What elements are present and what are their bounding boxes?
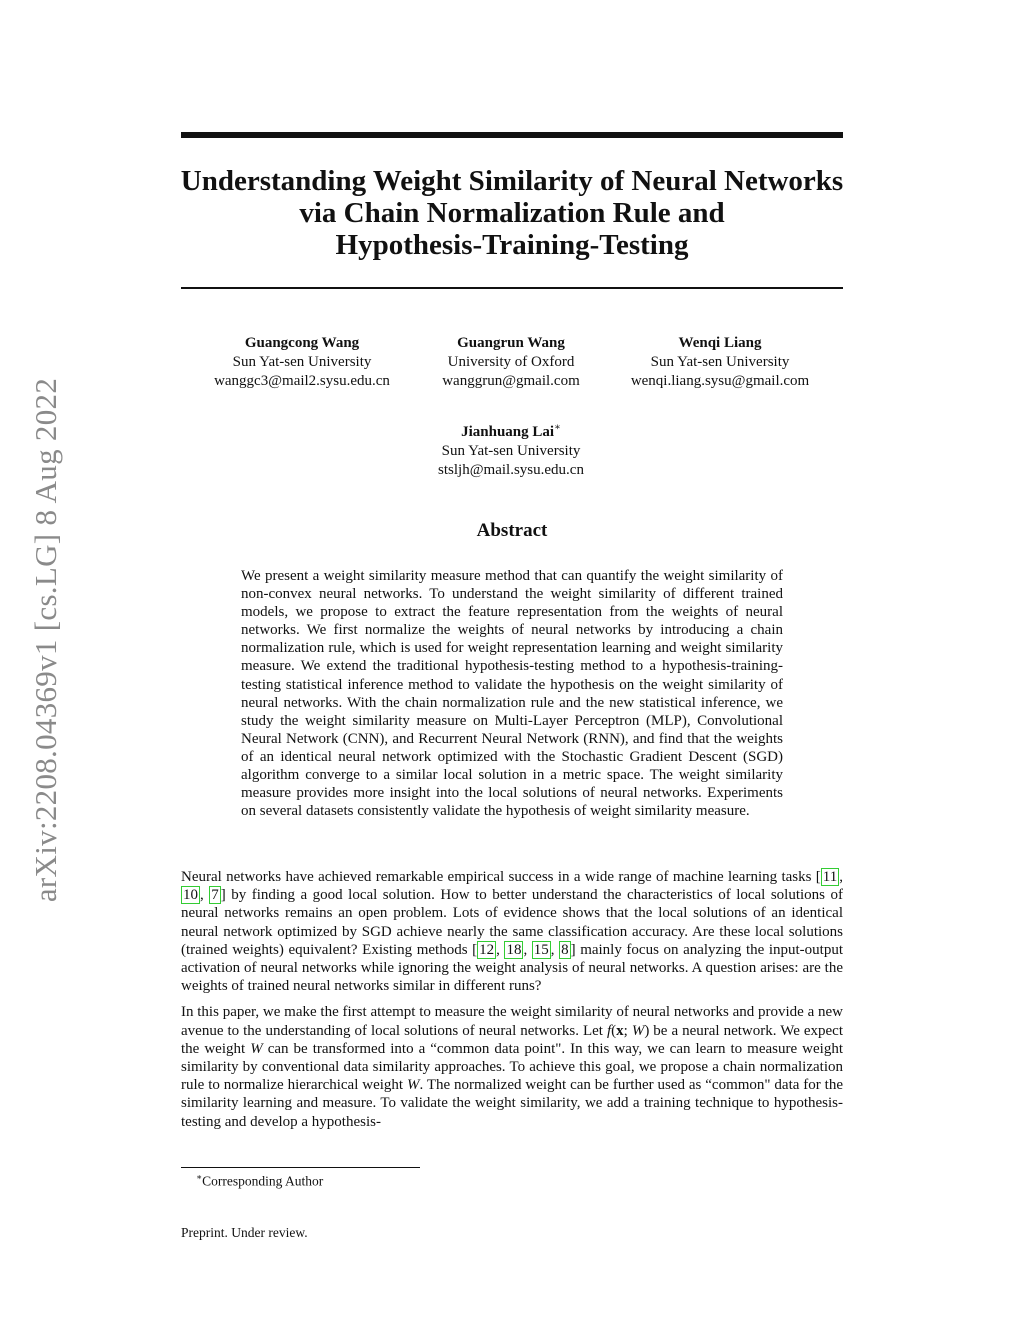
math-w: W bbox=[631, 1022, 645, 1039]
footnote-text: Corresponding Author bbox=[202, 1173, 324, 1189]
abstract-body: We present a weight similarity measure method that can quantify the weight similarity of non-convex neural networks. To understand the weight similarity of different trained models, we propose to extract the feature representation from the weights of neural networks. We first normalize the weights of neural networks by introducing a chain normalization rule, which is used for weight representation learning and weight similarity measure. We extend the traditional hypothesis-testing method to a hypothesis-training-testing statistical inference method to validate the hypothesis on the weight similarity of neural networks. With the chain normalization rule and the new statistical inference, we study the weight similarity measure on Multi-Layer Perceptron (MLP), Convolutional Neural Network (CNN), and Recurrent Neural Network (RNN), and find that the weights of an identical neural network optimized with the Stochastic Gradient Descent (SGD) algorithm converge to a similar local solution in a metric space. The weight similarity measure provides more insight into the local solutions of neural networks. Experiments on several datasets consistently validate the hypothesis of weight similarity measure. bbox=[241, 568, 783, 820]
text-run: be a neural network. We expect the weight bbox=[181, 1022, 843, 1057]
paper-title bbox=[150, 165, 874, 261]
author-affiliation: University of Oxford bbox=[447, 354, 575, 370]
math-f: f bbox=[606, 1022, 612, 1039]
math-symbol: ; bbox=[623, 1022, 628, 1039]
text-run: ] mainly focus on analyzing the input-output activation of neural networks while ignoring the weight analysis of neural networks. A question arises: are the weights of trained neural networks similar in different runs? bbox=[181, 941, 844, 995]
citation-link[interactable]: 12 bbox=[479, 941, 495, 958]
author-name: Guangrun Wang bbox=[457, 335, 565, 351]
author-affiliation: Sun Yat-sen University bbox=[650, 354, 790, 370]
citation-link[interactable]: 7 bbox=[211, 887, 219, 904]
math-symbol: ( bbox=[611, 1022, 617, 1039]
paragraph: Neural networks have achieved remarkable empirical success in a wide range of machine learning tasks [ 11 , 10 , 7 ] by finding a good local solution. How to better understand the characteristics of local solutions of neural networks remains an open problem. Lots of evidence shows that the local solutions of an identical neural network optimized by SGD achieve nearly the same classification accuracy. Are these local solutions (trained weights) equivalent? Existing methods [ 12 , 18 , 15 , 8 ] mainly focus on analyzing the input-output activation of neural networks while ignoring the weight analysis of neural networks. A question arises: are the weights of trained neural networks similar in different runs? bbox=[181, 869, 844, 995]
math-w: W bbox=[406, 1077, 420, 1094]
citation-link[interactable]: 18 bbox=[506, 941, 522, 958]
author-name: Guangcong Wang bbox=[244, 335, 360, 351]
footnote bbox=[196, 1172, 323, 1190]
footnote-rule bbox=[181, 1167, 420, 1168]
title-line: Understanding Weight Similarity of Neural Networks bbox=[180, 165, 844, 197]
author-affiliation: Sun Yat-sen University bbox=[232, 354, 372, 370]
title-line: Hypothesis-Training-Testing bbox=[335, 229, 689, 261]
author-email: wanggrun@gmail.com bbox=[442, 373, 580, 389]
paragraph bbox=[181, 1003, 843, 1130]
text-run: Neural networks have achieved remarkable empirical success in a wide range of machine learning tasks [ bbox=[181, 869, 821, 885]
preprint-note: Preprint. Under review. bbox=[181, 1225, 308, 1240]
author-email: wanggc3@mail2.sysu.edu.cn bbox=[214, 373, 390, 389]
math-x: x bbox=[616, 1022, 624, 1039]
author-email: wenqi.liang.sysu@gmail.com bbox=[630, 373, 810, 389]
author-name: Wenqi Liang bbox=[678, 335, 762, 351]
citation-link[interactable]: 8 bbox=[561, 941, 569, 958]
author-email: stsljh@mail.sysu.edu.cn bbox=[438, 462, 584, 478]
citation-link[interactable]: 15 bbox=[533, 941, 549, 958]
math-symbol: ) bbox=[644, 1022, 650, 1039]
citation-link[interactable]: 11 bbox=[822, 869, 838, 885]
text-run: In this paper, we make the first attempt to measure the weight similarity of neural networks and provide a new avenue to the understanding of local solutions of neural networks. Let bbox=[181, 1004, 843, 1039]
text-run: . The normalized weight can be further used as “common" data for the similarity learning and measure. To validate the weight similarity, we add a training technique to hypothesis-testing and develop a hypothesis- bbox=[181, 1077, 843, 1130]
text-run: ] by finding a good local solution. How to better understand the characteristics of local solutions of neural networks remains an open problem. Lots of evidence shows that the local solutions of an identical neural network optimized by SGD achieve nearly the same classification accuracy. Are these local solutions (trained weights) equivalent? Existing methods [ bbox=[181, 887, 843, 958]
introduction-body bbox=[181, 868, 843, 1139]
author-block bbox=[590, 334, 850, 391]
author-name-text: Jianhuang Lai bbox=[461, 424, 555, 440]
arxiv-identifier-stamp: arXiv:2208.04369v1 [cs.LG] 8 Aug 2022 bbox=[28, 377, 63, 903]
citation-link[interactable]: 10 bbox=[183, 887, 198, 904]
author-block bbox=[381, 418, 641, 480]
author-affiliation: Sun Yat-sen University bbox=[441, 443, 581, 459]
text-run: can be transformed into a “common data point". In this way, we can learn to measure weight similarity by conventional data similarity approaches. To achieve this goal, we propose a chain normalization rule to normalize hierarchical weight bbox=[181, 1040, 844, 1094]
abstract-heading: Abstract bbox=[476, 520, 548, 541]
math-w: W bbox=[250, 1040, 263, 1057]
title-top-rule bbox=[181, 132, 843, 138]
author-name bbox=[381, 418, 641, 442]
title-line: via Chain Normalization Rule and bbox=[299, 197, 725, 229]
title-bottom-rule bbox=[181, 287, 843, 289]
footnote-mark: ∗ bbox=[196, 1172, 203, 1182]
corresponding-mark: ∗ bbox=[554, 422, 561, 433]
